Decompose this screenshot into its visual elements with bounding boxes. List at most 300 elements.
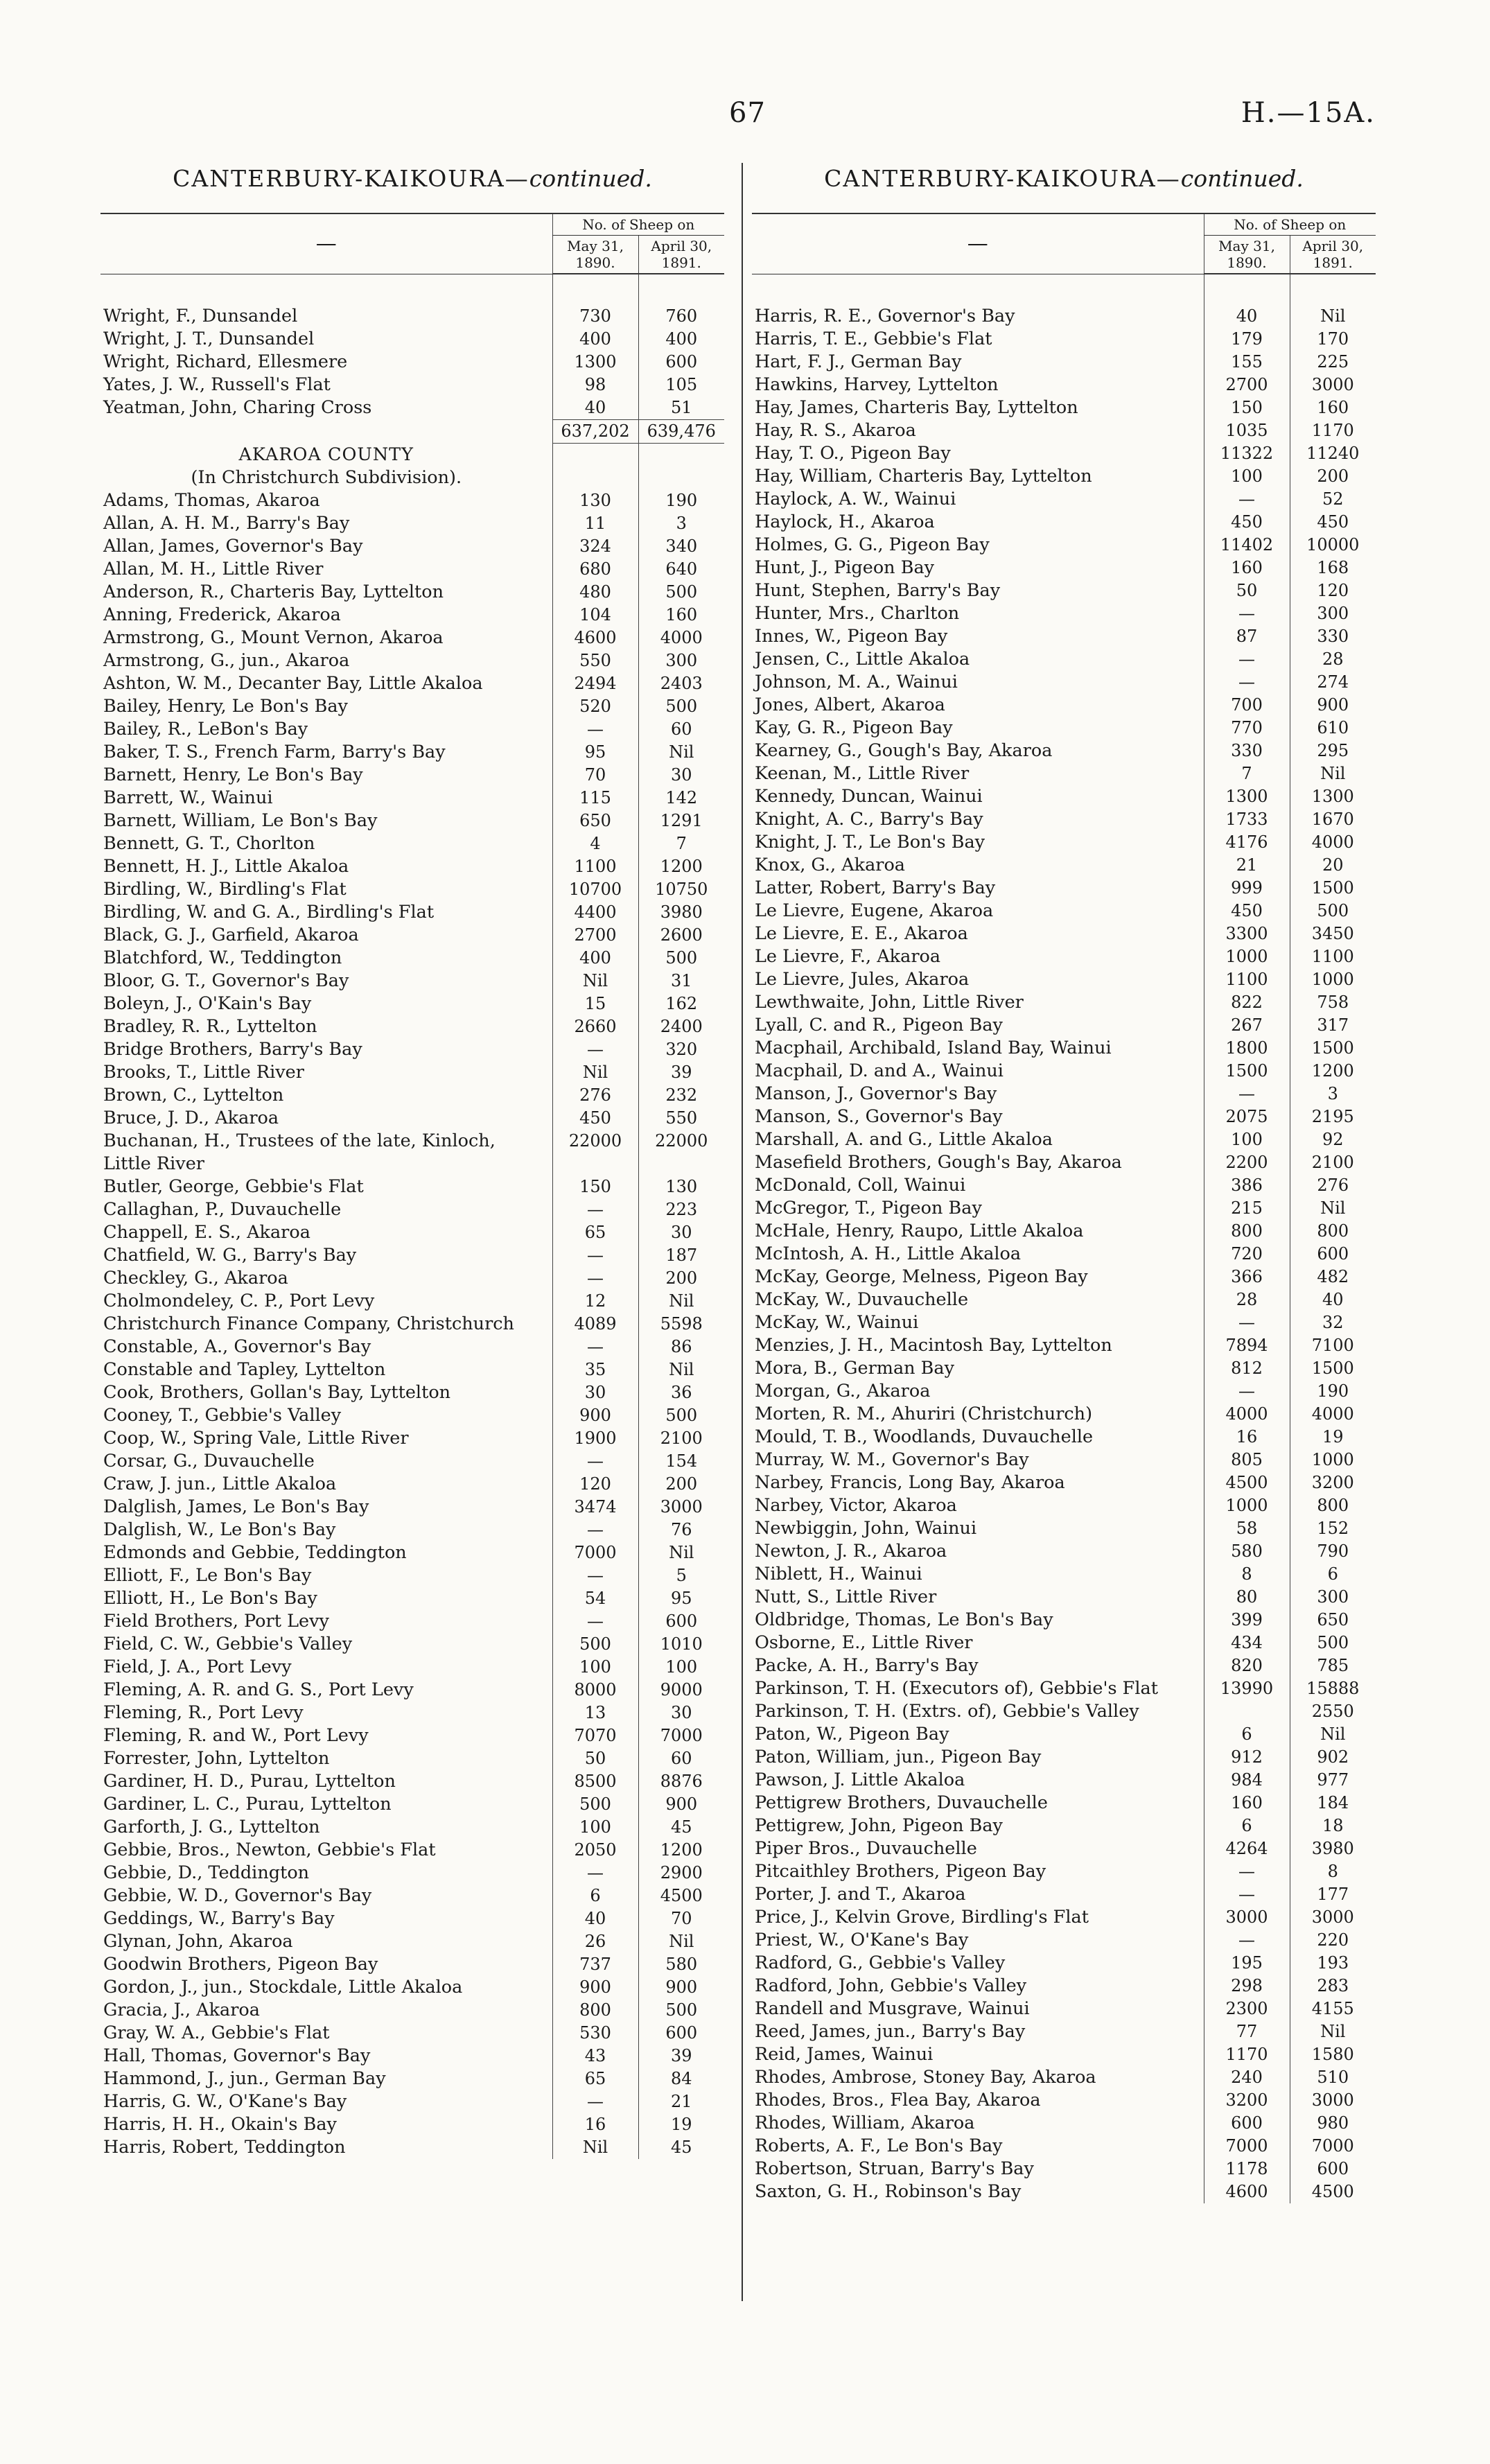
table-row bbox=[752, 1975, 1376, 1998]
owner-name: Bloor, G. T., Governor's Bay bbox=[103, 970, 349, 991]
sheep-april-1891: 600 bbox=[638, 1610, 724, 1633]
table-row bbox=[100, 1358, 724, 1381]
owner-name: Wright, Richard, Ellesmere bbox=[103, 351, 348, 372]
sheep-april-1891: 168 bbox=[1290, 557, 1376, 579]
table-row bbox=[752, 1837, 1376, 1860]
table-row bbox=[752, 1449, 1376, 1471]
owner-name: Latter, Robert, Barry's Bay bbox=[755, 877, 996, 898]
table-row bbox=[752, 625, 1376, 648]
table-row bbox=[100, 947, 724, 970]
table-row bbox=[100, 2068, 724, 2090]
sheep-april-1891: 8 bbox=[1290, 1860, 1376, 1883]
owner-name: Haylock, H., Akaroa bbox=[755, 512, 935, 532]
owner-name: Cooney, T., Gebbie's Valley bbox=[103, 1405, 342, 1426]
owner-name: Yates, J. W., Russell's Flat bbox=[103, 374, 331, 395]
sheep-april-1891: 52 bbox=[1290, 488, 1376, 511]
owner-name: Cook, Brothers, Gollan's Bay, Lyttelton bbox=[103, 1382, 451, 1403]
sheep-may-1890: — bbox=[552, 1564, 638, 1587]
table-row bbox=[752, 877, 1376, 900]
sheep-april-1891: 6 bbox=[1290, 1563, 1376, 1586]
owner-name: Constable and Tapley, Lyttelton bbox=[103, 1359, 386, 1380]
sheep-may-1890: 480 bbox=[552, 581, 638, 604]
empty-cell bbox=[638, 466, 724, 489]
sheep-may-1890: 820 bbox=[1204, 1654, 1290, 1677]
sheep-may-1890: 4600 bbox=[552, 627, 638, 649]
table-row bbox=[100, 1107, 724, 1130]
table-row bbox=[752, 1632, 1376, 1654]
owner-name: Kennedy, Duncan, Wainui bbox=[755, 786, 983, 807]
sheep-april-1891: 800 bbox=[1290, 1220, 1376, 1243]
table-row bbox=[100, 604, 724, 627]
owner-name: Morten, R. M., Ahuriri (Christchurch) bbox=[755, 1404, 1093, 1424]
sheep-may-1890: 100 bbox=[1204, 1128, 1290, 1151]
sheep-april-1891: 200 bbox=[1290, 465, 1376, 488]
owner-name: Le Lievre, Eugene, Akaroa bbox=[755, 900, 994, 921]
sheep-april-1891: 1000 bbox=[1290, 968, 1376, 991]
table-row bbox=[752, 762, 1376, 785]
owner-name: Edmonds and Gebbie, Teddington bbox=[103, 1542, 407, 1563]
sheep-may-1890: 58 bbox=[1204, 1517, 1290, 1540]
table-row bbox=[100, 855, 724, 878]
right-column bbox=[752, 165, 1376, 2203]
owner-name: Osborne, E., Little River bbox=[755, 1632, 973, 1653]
sheep-may-1890: 1170 bbox=[1204, 2043, 1290, 2066]
sheep-april-1891: 510 bbox=[1290, 2066, 1376, 2089]
sheep-may-1890: 1178 bbox=[1204, 2158, 1290, 2181]
owner-name: Oldbridge, Thomas, Le Bon's Bay bbox=[755, 1609, 1053, 1630]
sheep-april-1891: 7000 bbox=[1290, 2135, 1376, 2158]
sheep-may-1890: 3000 bbox=[1204, 1906, 1290, 1929]
owner-name: Hammond, J., jun., German Bay bbox=[103, 2068, 386, 2089]
sheep-may-1890: 330 bbox=[1204, 740, 1290, 762]
table-row bbox=[752, 602, 1376, 625]
owner-name: Field, J. A., Port Levy bbox=[103, 1657, 292, 1677]
owner-name: Gebbie, W. D., Governor's Bay bbox=[103, 1885, 372, 1906]
sheep-april-1891: 30 bbox=[638, 1221, 724, 1244]
owner-name: Newbiggin, John, Wainui bbox=[755, 1518, 977, 1539]
table-row bbox=[752, 1586, 1376, 1609]
owner-name: Murray, W. M., Governor's Bay bbox=[755, 1449, 1029, 1470]
owner-name: Knox, G., Akaroa bbox=[755, 855, 906, 875]
sheep-may-1890: 30 bbox=[552, 1381, 638, 1404]
empty-cell bbox=[552, 444, 638, 467]
sheep-may-1890: 3474 bbox=[552, 1496, 638, 1519]
owner-name: Johnson, M. A., Wainui bbox=[755, 672, 958, 692]
sheep-may-1890: 2075 bbox=[1204, 1106, 1290, 1128]
april-1891-header: April 30, 1891. bbox=[1290, 236, 1376, 274]
table-row bbox=[100, 2113, 724, 2136]
owner-name: Manson, S., Governor's Bay bbox=[755, 1106, 1003, 1127]
table-row bbox=[100, 396, 724, 420]
sheep-april-1891: 1580 bbox=[1290, 2043, 1376, 2066]
sheep-may-1890: 10700 bbox=[552, 878, 638, 901]
table-row bbox=[752, 923, 1376, 945]
sheep-may-1890: 2494 bbox=[552, 672, 638, 695]
sheep-april-1891: Nil bbox=[638, 741, 724, 764]
table-row bbox=[100, 810, 724, 832]
owner-name: Reed, James, jun., Barry's Bay bbox=[755, 2021, 1026, 2042]
owner-name: Armstrong, G., jun., Akaroa bbox=[103, 650, 350, 671]
sheep-may-1890: 215 bbox=[1204, 1197, 1290, 1220]
sheep-may-1890 bbox=[1204, 1700, 1290, 1723]
table-row bbox=[752, 1151, 1376, 1174]
sheep-may-1890: 12 bbox=[552, 1290, 638, 1313]
sheep-may-1890: Nil bbox=[552, 1061, 638, 1084]
table-row bbox=[100, 1381, 724, 1404]
owner-name: Masefield Brothers, Gough's Bay, Akaroa bbox=[755, 1152, 1122, 1173]
sheep-may-1890: 400 bbox=[552, 328, 638, 351]
table-row bbox=[752, 1677, 1376, 1700]
owner-name: Forrester, John, Lyttelton bbox=[103, 1748, 330, 1769]
sheep-may-1890: 4264 bbox=[1204, 1837, 1290, 1860]
table-row bbox=[100, 1885, 724, 1907]
owner-name: Pettigrew Brothers, Duvauchelle bbox=[755, 1792, 1048, 1813]
sheep-april-1891: 758 bbox=[1290, 991, 1376, 1014]
sheep-may-1890: 800 bbox=[1204, 1220, 1290, 1243]
sheep-may-1890: 4000 bbox=[1204, 1403, 1290, 1426]
table-row bbox=[100, 832, 724, 855]
sheep-group-header: No. of Sheep on bbox=[552, 213, 724, 236]
owner-name: Rhodes, William, Akaroa bbox=[755, 2113, 975, 2133]
sheep-april-1891: 20 bbox=[1290, 854, 1376, 877]
sheep-table bbox=[752, 213, 1376, 2203]
owner-name: Hay, R. S., Akaroa bbox=[755, 420, 916, 441]
owner-name: Fleming, R. and W., Port Levy bbox=[103, 1725, 369, 1746]
sheep-may-1890: 1900 bbox=[552, 1427, 638, 1450]
table-row bbox=[752, 1174, 1376, 1197]
sheep-april-1891: 600 bbox=[1290, 1243, 1376, 1266]
sheep-april-1891: 100 bbox=[638, 1656, 724, 1679]
owner-column-header: — bbox=[752, 213, 1204, 274]
owner-name: Radford, G., Gebbie's Valley bbox=[755, 1952, 1006, 1973]
sheep-may-1890: 680 bbox=[552, 558, 638, 581]
table-row bbox=[100, 1153, 724, 1176]
owner-name: Elliott, H., Le Bon's Bay bbox=[103, 1588, 317, 1609]
left-column bbox=[100, 165, 724, 2159]
table-row bbox=[100, 787, 724, 810]
sheep-may-1890: 7894 bbox=[1204, 1334, 1290, 1357]
table-row bbox=[100, 1519, 724, 1541]
owner-name: Bailey, Henry, Le Bon's Bay bbox=[103, 696, 348, 717]
owner-name: Macphail, D. and A., Wainui bbox=[755, 1060, 1003, 1081]
owner-name: Allan, James, Governor's Bay bbox=[103, 536, 363, 557]
table-row bbox=[100, 1336, 724, 1358]
table-row bbox=[752, 1083, 1376, 1106]
owner-name: Cholmondeley, C. P., Port Levy bbox=[103, 1291, 375, 1311]
table-row bbox=[752, 1746, 1376, 1769]
sheep-april-1891: 31 bbox=[638, 970, 724, 993]
owner-name: Knight, A. C., Barry's Bay bbox=[755, 809, 983, 830]
sheep-may-1890: — bbox=[552, 1267, 638, 1290]
sheep-april-1891: 32 bbox=[1290, 1311, 1376, 1334]
sheep-may-1890: 100 bbox=[1204, 465, 1290, 488]
table-row bbox=[100, 1084, 724, 1107]
sheep-april-1891: 232 bbox=[638, 1084, 724, 1107]
owner-name: Wright, J. T., Dunsandel bbox=[103, 329, 315, 349]
sheep-may-1890: — bbox=[552, 1450, 638, 1473]
sheep-may-1890: 2050 bbox=[552, 1839, 638, 1862]
sheep-april-1891: 130 bbox=[638, 1176, 724, 1198]
sheep-april-1891: 51 bbox=[638, 396, 724, 420]
sheep-may-1890: 730 bbox=[552, 305, 638, 328]
table-row bbox=[100, 1999, 724, 2022]
sheep-may-1890: 4400 bbox=[552, 901, 638, 924]
sheep-may-1890: 240 bbox=[1204, 2066, 1290, 2089]
owner-name: Haylock, A. W., Wainui bbox=[755, 489, 956, 509]
sheep-april-1891: 7000 bbox=[638, 1724, 724, 1747]
sheep-may-1890: — bbox=[1204, 1883, 1290, 1906]
page-number: 67 bbox=[729, 97, 766, 129]
may-1890-header: May 31, 1890. bbox=[552, 236, 638, 274]
sheep-april-1891: 18 bbox=[1290, 1815, 1376, 1837]
owner-name: Yeatman, John, Charing Cross bbox=[103, 397, 372, 419]
sheep-april-1891: 3000 bbox=[1290, 1906, 1376, 1929]
sheep-april-1891: 800 bbox=[1290, 1494, 1376, 1517]
sheep-may-1890: — bbox=[552, 2090, 638, 2113]
owner-name: Holmes, G. G., Pigeon Bay bbox=[755, 534, 990, 555]
sheep-april-1891: 500 bbox=[638, 695, 724, 718]
sheep-may-1890: 1300 bbox=[1204, 785, 1290, 808]
sheep-april-1891: 330 bbox=[1290, 625, 1376, 648]
sheep-april-1891: 276 bbox=[1290, 1174, 1376, 1197]
table-row bbox=[752, 1952, 1376, 1975]
sheep-april-1891: 22000 bbox=[638, 1130, 724, 1153]
table-row bbox=[752, 991, 1376, 1014]
table-row bbox=[100, 1450, 724, 1473]
owner-name: McDonald, Coll, Wainui bbox=[755, 1175, 966, 1196]
spacer-cell bbox=[638, 274, 724, 305]
sheep-april-1891: 60 bbox=[638, 718, 724, 741]
sheep-may-1890 bbox=[552, 1153, 638, 1176]
sheep-may-1890: 520 bbox=[552, 695, 638, 718]
sheep-may-1890: — bbox=[1204, 1860, 1290, 1883]
owner-name: Field Brothers, Port Levy bbox=[103, 1611, 329, 1632]
sheep-april-1891: 225 bbox=[1290, 351, 1376, 374]
sheep-may-1890: 80 bbox=[1204, 1586, 1290, 1609]
sheep-april-1891: Nil bbox=[1290, 1723, 1376, 1746]
section-heading-row bbox=[100, 444, 724, 467]
sheep-april-1891: 760 bbox=[638, 305, 724, 328]
table-row bbox=[100, 1679, 724, 1702]
owner-name: McHale, Henry, Raupo, Little Akaloa bbox=[755, 1221, 1084, 1241]
owner-name: Geddings, W., Barry's Bay bbox=[103, 1908, 335, 1929]
table-row bbox=[100, 2090, 724, 2113]
sheep-april-1891: 177 bbox=[1290, 1883, 1376, 1906]
sheep-april-1891: 2550 bbox=[1290, 1700, 1376, 1723]
table-row bbox=[100, 1221, 724, 1244]
owner-name: Bradley, R. R., Lyttelton bbox=[103, 1016, 317, 1037]
sheep-april-1891: 86 bbox=[638, 1336, 724, 1358]
sheep-april-1891: 3200 bbox=[1290, 1471, 1376, 1494]
sheep-april-1891: 3980 bbox=[1290, 1837, 1376, 1860]
table-row bbox=[100, 1130, 724, 1153]
table-row bbox=[752, 1792, 1376, 1815]
table-row bbox=[752, 1883, 1376, 1906]
sheep-may-1890: — bbox=[552, 718, 638, 741]
owner-name: Hawkins, Harvey, Lyttelton bbox=[755, 374, 999, 395]
sheep-april-1891: 790 bbox=[1290, 1540, 1376, 1563]
sheep-may-1890: 4500 bbox=[1204, 1471, 1290, 1494]
table-row bbox=[100, 649, 724, 672]
sheep-may-1890: 6 bbox=[1204, 1723, 1290, 1746]
sheep-may-1890: — bbox=[552, 1336, 638, 1358]
owner-name: Jones, Albert, Akaroa bbox=[755, 694, 945, 715]
owner-name: Bridge Brothers, Barry's Bay bbox=[103, 1039, 362, 1060]
table-row bbox=[752, 1815, 1376, 1837]
sheep-april-1891: 4000 bbox=[1290, 1403, 1376, 1426]
sheep-april-1891: 3 bbox=[1290, 1083, 1376, 1106]
sheep-april-1891: 4500 bbox=[1290, 2181, 1376, 2203]
owner-name: Gracia, J., Akaroa bbox=[103, 2000, 260, 2020]
table-row bbox=[100, 1610, 724, 1633]
sheep-april-1891: 3 bbox=[638, 512, 724, 535]
sheep-may-1890: 40 bbox=[1204, 305, 1290, 328]
sheep-may-1890: 2700 bbox=[1204, 374, 1290, 396]
sheep-april-1891: 900 bbox=[638, 1976, 724, 1999]
sheep-may-1890: 95 bbox=[552, 741, 638, 764]
sheep-april-1891: 9000 bbox=[638, 1679, 724, 1702]
sheep-may-1890: 4 bbox=[552, 832, 638, 855]
owner-name: Narbey, Victor, Akaroa bbox=[755, 1495, 957, 1516]
owner-name: Buchanan, H., Trustees of the late, Kinloch, bbox=[103, 1130, 496, 1151]
table-row bbox=[100, 1564, 724, 1587]
owner-name: Bennett, H. J., Little Akaloa bbox=[103, 856, 349, 877]
sheep-april-1891: 1500 bbox=[1290, 1037, 1376, 1060]
total-label bbox=[100, 420, 552, 444]
sheep-april-1891: 19 bbox=[638, 2113, 724, 2136]
owner-name: Christchurch Finance Company, Christchurch bbox=[103, 1313, 514, 1334]
spacer-cell bbox=[1290, 274, 1376, 305]
sheep-may-1890: 324 bbox=[552, 535, 638, 558]
sheep-may-1890: 130 bbox=[552, 489, 638, 512]
sheep-may-1890: — bbox=[1204, 648, 1290, 671]
sheep-may-1890: 50 bbox=[552, 1747, 638, 1770]
sheep-may-1890: 805 bbox=[1204, 1449, 1290, 1471]
table-row bbox=[100, 1839, 724, 1862]
table-row bbox=[752, 740, 1376, 762]
table-row bbox=[752, 511, 1376, 534]
owner-name: Harris, G. W., O'Kane's Bay bbox=[103, 2091, 347, 2112]
owner-name: Allan, M. H., Little River bbox=[103, 559, 324, 579]
sheep-april-1891: 39 bbox=[638, 2045, 724, 2068]
owner-name: Chatfield, W. G., Barry's Bay bbox=[103, 1245, 357, 1266]
sheep-april-1891: Nil bbox=[638, 1290, 724, 1313]
table-row bbox=[752, 1517, 1376, 1540]
table-body bbox=[752, 274, 1376, 2203]
owner-name: Saxton, G. H., Robinson's Bay bbox=[755, 2181, 1022, 2202]
sheep-may-1890: — bbox=[552, 1862, 638, 1885]
sheep-may-1890: 16 bbox=[1204, 1426, 1290, 1449]
owner-name: Pettigrew, John, Pigeon Bay bbox=[755, 1815, 1003, 1836]
table-row bbox=[752, 1998, 1376, 2020]
owner-name: Baker, T. S., French Farm, Barry's Bay bbox=[103, 742, 446, 762]
table-row bbox=[752, 1654, 1376, 1677]
sheep-may-1890: 16 bbox=[552, 2113, 638, 2136]
sheep-may-1890: 700 bbox=[1204, 694, 1290, 717]
table-row bbox=[100, 1244, 724, 1267]
table-row bbox=[752, 854, 1376, 877]
table-row bbox=[100, 489, 724, 512]
sheep-may-1890: 195 bbox=[1204, 1952, 1290, 1975]
sheep-may-1890: 65 bbox=[552, 2068, 638, 2090]
sheep-april-1891: Nil bbox=[1290, 1197, 1376, 1220]
owner-name: Pitcaithley Brothers, Pigeon Bay bbox=[755, 1861, 1046, 1882]
owner-name: Randell and Musgrave, Wainui bbox=[755, 1998, 1030, 2019]
sheep-may-1890: 1500 bbox=[1204, 1060, 1290, 1083]
sheep-april-1891: 160 bbox=[1290, 396, 1376, 419]
sheep-may-1890: 6 bbox=[552, 1885, 638, 1907]
table-row bbox=[100, 535, 724, 558]
owner-name: Blatchford, W., Teddington bbox=[103, 947, 342, 968]
table-row bbox=[100, 512, 724, 535]
sheep-april-1891: 300 bbox=[1290, 1586, 1376, 1609]
sheep-april-1891: 1200 bbox=[1290, 1060, 1376, 1083]
sheep-may-1890: 50 bbox=[1204, 579, 1290, 602]
table-row bbox=[100, 1015, 724, 1038]
table-row bbox=[752, 1037, 1376, 1060]
table-row bbox=[752, 1106, 1376, 1128]
owner-name: Butler, George, Gebbie's Flat bbox=[103, 1176, 364, 1197]
sheep-may-1890: 580 bbox=[1204, 1540, 1290, 1563]
sheep-april-1891: 1170 bbox=[1290, 419, 1376, 442]
owner-name: Gordon, J., jun., Stockdale, Little Akaloa bbox=[103, 1977, 463, 1998]
sheep-april-1891: 10750 bbox=[638, 878, 724, 901]
sheep-april-1891: 15888 bbox=[1290, 1677, 1376, 1700]
sheep-april-1891: 2600 bbox=[638, 924, 724, 947]
sheep-may-1890: 13 bbox=[552, 1702, 638, 1724]
owner-name: Fleming, R., Port Levy bbox=[103, 1702, 304, 1723]
table-row bbox=[100, 718, 724, 741]
table-row bbox=[752, 808, 1376, 831]
sheep-april-1891: 200 bbox=[638, 1473, 724, 1496]
sheep-may-1890: 54 bbox=[552, 1587, 638, 1610]
sheep-may-1890: 298 bbox=[1204, 1975, 1290, 1998]
sheep-may-1890: 434 bbox=[1204, 1632, 1290, 1654]
sheep-april-1891: 600 bbox=[638, 2022, 724, 2045]
table-row bbox=[100, 1198, 724, 1221]
sheep-april-1891: 977 bbox=[1290, 1769, 1376, 1792]
sheep-april-1891: 1500 bbox=[1290, 877, 1376, 900]
owner-name: Glynan, John, Akaroa bbox=[103, 1931, 293, 1952]
table-row bbox=[752, 648, 1376, 671]
sheep-may-1890: 450 bbox=[552, 1107, 638, 1130]
sheep-april-1891: 39 bbox=[638, 1061, 724, 1084]
sheep-april-1891: 120 bbox=[1290, 579, 1376, 602]
table-row bbox=[100, 2045, 724, 2068]
sheep-may-1890: 2660 bbox=[552, 1015, 638, 1038]
table-row bbox=[100, 581, 724, 604]
owner-name: Brooks, T., Little River bbox=[103, 1062, 304, 1083]
table-row bbox=[752, 2112, 1376, 2135]
table-row bbox=[752, 1197, 1376, 1220]
title-main: CANTERBURY-KAIKOURA— bbox=[824, 165, 1181, 192]
owner-name: Craw, J. jun., Little Akaloa bbox=[103, 1474, 337, 1494]
owner-name: Dalglish, James, Le Bon's Bay bbox=[103, 1496, 369, 1517]
table-row bbox=[100, 1061, 724, 1084]
sheep-april-1891: Nil bbox=[1290, 762, 1376, 785]
owner-name: Callaghan, P., Duvauchelle bbox=[103, 1199, 342, 1220]
sheep-may-1890: 28 bbox=[1204, 1288, 1290, 1311]
sheep-may-1890: 11 bbox=[552, 512, 638, 535]
table-row bbox=[100, 878, 724, 901]
table-row bbox=[752, 351, 1376, 374]
owner-name: Birdling, W. and G. A., Birdling's Flat bbox=[103, 902, 435, 923]
owner-name: McIntosh, A. H., Little Akaloa bbox=[755, 1243, 1022, 1264]
table-row bbox=[752, 1220, 1376, 1243]
table-row bbox=[100, 993, 724, 1015]
table-row bbox=[752, 465, 1376, 488]
table-row bbox=[100, 1176, 724, 1198]
